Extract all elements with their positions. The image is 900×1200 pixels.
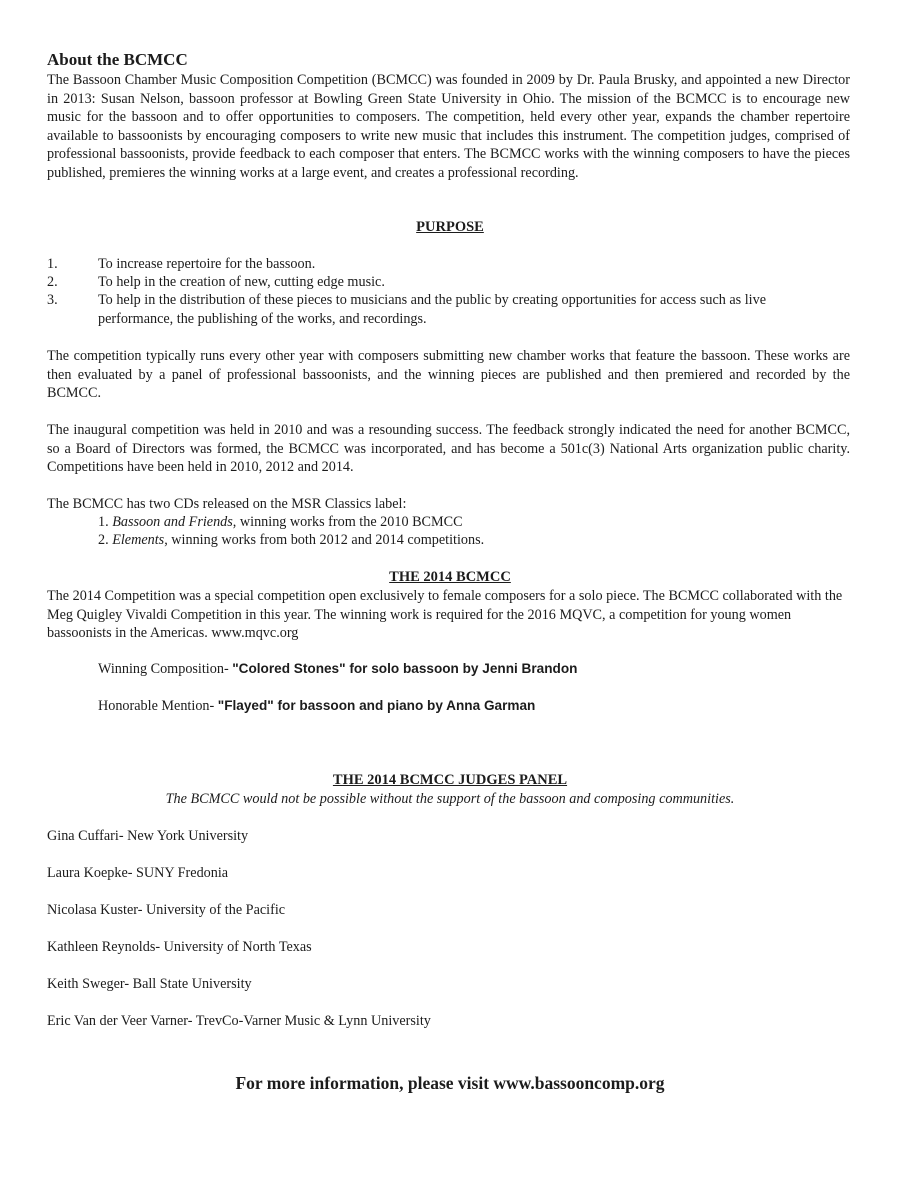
winning-value: "Colored Stones" for solo bassoon by Jenni Brandon bbox=[232, 661, 578, 676]
judge-entry: Eric Van der Veer Varner- TrevCo-Varner Music & Lynn University bbox=[47, 1013, 431, 1029]
judges-heading-wrap bbox=[0, 771, 900, 789]
judge-entry: Laura Koepke- SUNY Fredonia bbox=[47, 865, 229, 881]
cd-number: 2. bbox=[98, 532, 113, 548]
honorable-mention bbox=[98, 697, 535, 716]
purpose-item-text: To increase repertoire for the bassoon. bbox=[98, 256, 316, 272]
about-paragraph: The Bassoon Chamber Music Composition Competition (BCMCC) was founded in 2009 by Dr. Paula Brusky, and appointed a new Director in 2013: Susan Nelson, bassoon professor at Bowling Green State University in Ohio. The mission of the BCMCC is to encourage new music for the bassoon and to offer opportunities to composers. The competition, held every other year, expands the chamber repertoire available to bassoonists by encouraging composers to write new music that includes this instrument. The competition judges, comprised of professional bassoonists, provide feedback to each composer that enters. The BCMCC works with the winning composers to have the pieces published, premieres the winning works at a large event, and creates a professional recording. bbox=[47, 72, 850, 181]
bcmcc-2014-heading: THE 2014 BCMCC bbox=[389, 569, 511, 585]
cds-intro: The BCMCC has two CDs released on the MSR Classics label: bbox=[47, 496, 407, 512]
cd-description: , winning works from the 2010 BCMCC bbox=[232, 514, 463, 530]
purpose-heading: PURPOSE bbox=[416, 219, 484, 235]
cd-item bbox=[98, 513, 463, 532]
purpose-item-text: To help in the distribution of these pieces to musicians and the public by creating opportunities for access such as live performance, the publishing of the works, and recordings. bbox=[98, 292, 767, 327]
judge-entry: Kathleen Reynolds- University of North Texas bbox=[47, 939, 312, 955]
honorable-label: Honorable Mention- bbox=[98, 698, 218, 714]
bcmcc-2014-heading-wrap bbox=[0, 568, 900, 586]
competition-paragraph: The competition typically runs every other year with composers submitting new chamber works that feature the bassoon. These works are then evaluated by a panel of professional bassoonists, and the winning pieces are published and then premiered and recorded by the BCMCC. bbox=[47, 348, 850, 402]
about-heading: About the BCMCC bbox=[47, 50, 188, 69]
cd-number: 1. bbox=[98, 514, 113, 530]
bcmcc-2014-paragraph: The 2014 Competition was a special competition open exclusively to female composers for a solo piece. The BCMCC collaborated with the Meg Quigley Vivaldi Competition in this year. The winning work is required for the 2016 MQVC, a competition for young women bassoonists in the Americas. www.mqvc.org bbox=[47, 588, 843, 642]
purpose-item-number: 1. bbox=[47, 256, 58, 272]
cd-title: Elements bbox=[112, 532, 165, 548]
cd-title: Bassoon and Friends bbox=[112, 514, 233, 530]
judge-entry: Keith Sweger- Ball State University bbox=[47, 976, 252, 992]
judges-subtitle: The BCMCC would not be possible without the support of the bassoon and composing communities. bbox=[165, 791, 735, 807]
cd-item bbox=[98, 531, 484, 550]
inaugural-paragraph: The inaugural competition was held in 2010 and was a resounding success. The feedback strongly indicated the need for another BCMCC, so a Board of Directors was formed, the BCMCC was incorporated, and has become a 501c(3) National Arts organization public charity. Competitions have been held in 2010, 2012 and 2014. bbox=[47, 422, 850, 476]
judge-entry: Gina Cuffari- New York University bbox=[47, 828, 249, 844]
cd-description: , winning works from both 2012 and 2014 competitions. bbox=[164, 532, 485, 548]
purpose-item-number: 2. bbox=[47, 274, 58, 290]
winning-label: Winning Composition- bbox=[98, 661, 233, 677]
purpose-item-text: To help in the creation of new, cutting edge music. bbox=[98, 274, 385, 290]
honorable-value: "Flayed" for bassoon and piano by Anna Garman bbox=[217, 698, 536, 713]
footer-info: For more information, please visit www.bassooncomp.org bbox=[235, 1073, 665, 1093]
judges-heading: THE 2014 BCMCC JUDGES PANEL bbox=[332, 772, 568, 788]
purpose-item-number: 3. bbox=[47, 292, 58, 308]
judge-entry: Nicolasa Kuster- University of the Pacific bbox=[47, 902, 286, 918]
winning-composition bbox=[98, 660, 577, 679]
purpose-heading-wrap bbox=[0, 218, 900, 236]
